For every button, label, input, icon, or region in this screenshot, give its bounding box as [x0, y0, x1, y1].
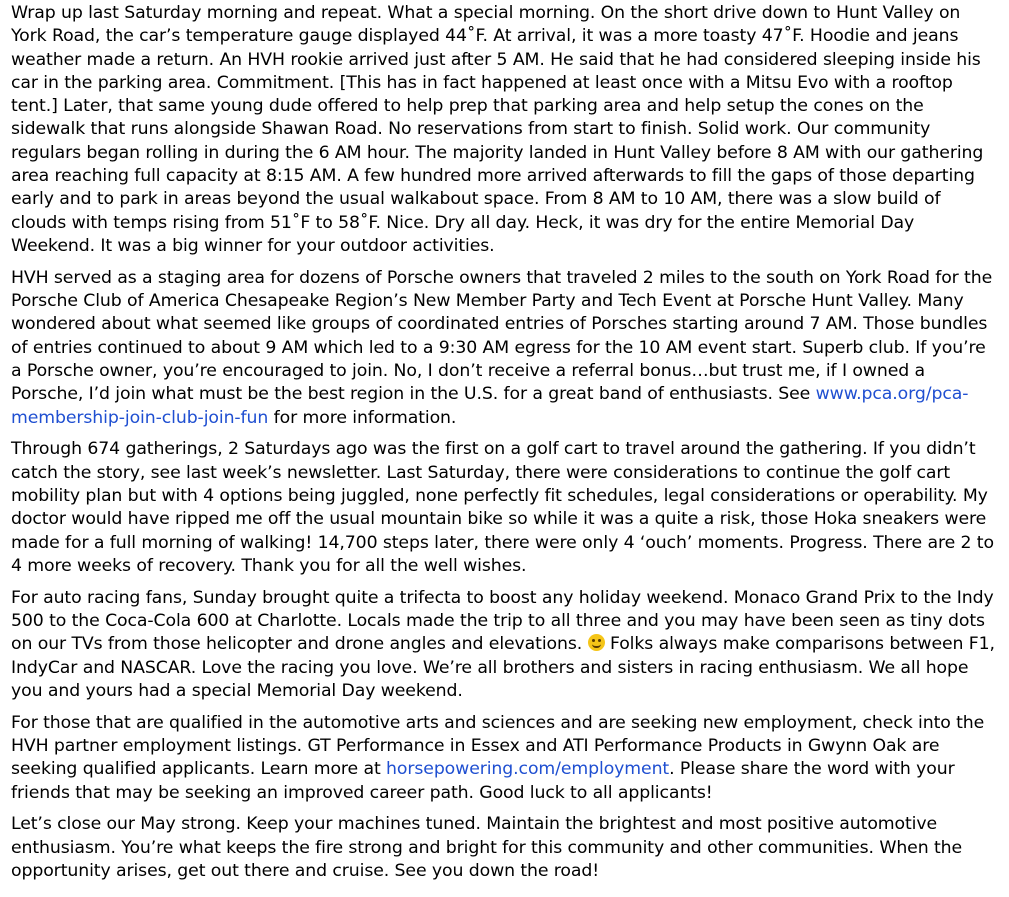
paragraph-closing — [11, 813, 1001, 883]
paragraph-text: Let’s close our May strong. Keep your machines tuned. Maintain the brightest and most positive automotive enthusiasm. You’re what keeps the fire strong and bright for this community and other communities. When the opportunity arises, get out there and cruise. See you down the road! — [11, 814, 963, 881]
paragraph-employment — [11, 712, 1001, 805]
paragraph-text: Wrap up last Saturday morning and repeat. What a special morning. On the short drive down to Hunt Valley on York Road, the car’s temperature gauge displayed 44˚F. At arrival, it was a more toasty 47˚F. Hoodie and jeans weather made a return. An HVH rookie arrived just after 5 AM. He said that he had considered sleeping inside his car in the parking area. Commitment. [This has in fact happened at least once with a Mitsu Evo with a rooftop tent.] Later, that same young dude offered to help prep that parking area and help setup the cones on the sidewalk that runs alongside Shawan Road. No reservations from start to finish. Solid work. Our community regulars began rolling in during the 6 AM hour. The majority landed in Hunt Valley before 8 AM with our gathering area reaching full capacity at 8:15 AM. A few hundred more arrived afterwards to fill the gaps of those departing early and to park in areas beyond the usual walkabout space. From 8 AM to 10 AM, there was a slow build of clouds with temps rising from 51˚F to 58˚F. Nice. Dry all day. Heck, it was dry for the entire Memorial Day Weekend. It was a big winner for your outdoor activities. — [11, 3, 984, 256]
paragraph-text: . Please share the word with your friends that may be seeking an improved career path. Good luck to all applicants! — [11, 759, 955, 803]
newsletter-body — [11, 2, 1001, 892]
employment-link[interactable]: horsepowering.com/employment — [386, 759, 670, 780]
paragraph-text: HVH served as a staging area for dozens of Porsche owners that traveled 2 miles to the south on York Road for the Porsche Club of America Chesapeake Region’s New Member Party and Tech Event at Porsche Hunt Valley. Many wondered about what seemed like groups of coordinated entries of Porsches starting around 7 AM. Those bundles of entries continued to about 9 AM which led to a 9:30 AM egress for the 10 AM event start. Superb club. If you’re a Porsche owner, you’re encouraged to join. No, I don’t receive a referral bonus…but trust me, if I owned a Porsche, I’d join what must be the best region in the U.S. for a great band of enthusiasts. See — [11, 267, 993, 405]
paragraph-text: Folks always make comparisons between F1, IndyCar and NASCAR. Love the racing you love. We’re all brothers and sisters in racing enthusiasm. We all hope you and yours had a special Memorial Day weekend. — [11, 634, 995, 701]
pca-membership-link[interactable]: www.pca.org/pca-membership-join-club-join-fun — [11, 384, 969, 428]
paragraph-text: Through 674 gatherings, 2 Saturdays ago was the first on a golf cart to travel around the gathering. If you didn’t catch the story, see last week’s newsletter. Last Saturday, there were considerations to continue the golf cart mobility plan but with 4 options being juggled, none perfectly fit schedules, legal considerations or operability. My doctor would have ripped me off the usual mountain bike so while it was a quite a risk, those Hoka sneakers were made for a full morning of walking! 14,700 steps later, there were only 4 ‘ouch’ moments. Progress. There are 2 to 4 more weeks of recovery. Thank you for all the well wishes. — [11, 439, 994, 576]
paragraph-text: For those that are qualified in the automotive arts and sciences and are seeking new employment, check into the HVH partner employment listings. GT Performance in Essex and ATI Performance Products in Gwynn Oak are seeking qualified applicants. Learn more at — [11, 712, 985, 780]
paragraph-weather-recap — [11, 2, 1001, 258]
paragraph-recovery-update — [11, 438, 1001, 578]
paragraph-text: For auto racing fans, Sunday brought quite a trifecta to boost any holiday weekend. Monaco Grand Prix to the Indy 500 to the Coca-Cola 600 at Charlotte. Locals made the trip to all three and you may have been seen as tiny dots on our TVs from those helicopter and drone angles and elevations. — [11, 587, 994, 655]
smiling-face-emoji-icon — [588, 634, 605, 651]
paragraph-text: for more information. — [268, 407, 457, 428]
paragraph-porsche-club — [11, 267, 1001, 430]
paragraph-racing-weekend — [11, 587, 1001, 703]
